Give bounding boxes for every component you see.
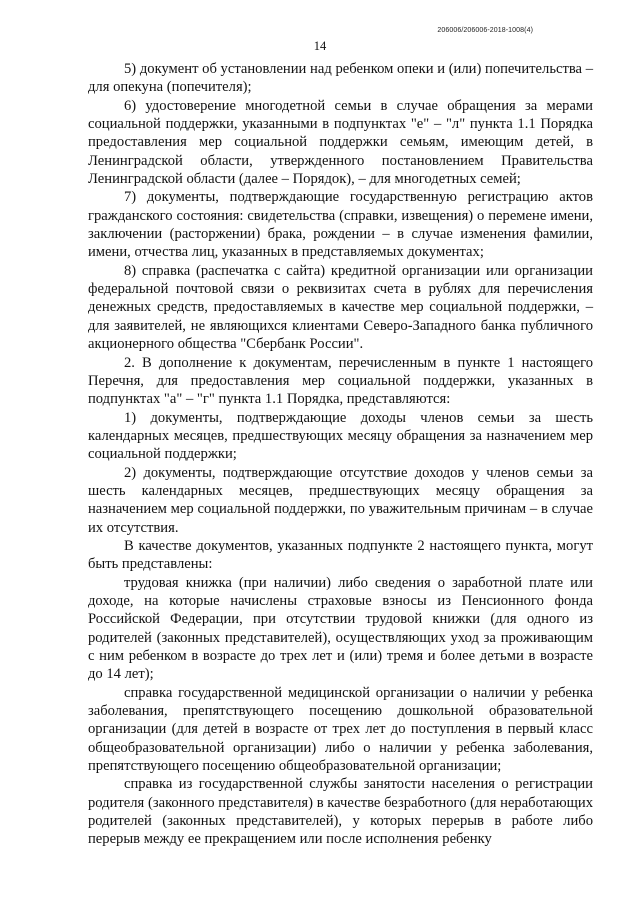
page-number: 14 bbox=[313, 39, 327, 53]
document-id: 206006/206006-2018-1008(4) bbox=[437, 27, 533, 34]
paragraph-item-8: 8) справка (распечатка с сайта) кредитной организации или организации федеральной почтовой связи о реквизитах счета в рублях для перечисления денежных средств, предоставляемых в качестве мер социальной поддержки, – для заявителей, не являющихся клиентами Северо-Западного банка публичного акционерного общества "Сбербанк России". bbox=[88, 262, 593, 353]
paragraph-employment-service: справка из государственной службы занятости населения о регистрации родителя (законного представителя) в качестве безработного (для неработающих родителей (законных представителей), у которых перерыв в работе либо перерыв между ее прекращением или после исполнения ребенку bbox=[88, 776, 593, 848]
paragraph-section-2: 2. В дополнение к документам, перечисленным в пункте 1 настоящего Перечня, для предоставления мер социальной поддержки, указанных в подпунктах "а" – "г" пункта 1.1 Порядка, представляются: bbox=[88, 354, 593, 408]
document-body bbox=[88, 60, 593, 849]
paragraph-medical-certificate: справка государственной медицинской организации о наличии у ребенка заболевания, препятствующего посещению дошкольной образовательной организации (для детей в возрасте от трех лет до поступления в первый класс общеобразовательной организации) либо о наличии у ребенка заболевания, препятствующего посещению общеобразовательной организации; bbox=[88, 684, 593, 775]
paragraph-item-6: 6) удостоверение многодетной семьи в случае обращения за мерами социальной поддержки, указанными в подпунктах "е" – "л" пункта 1.1 Порядка предоставления мер социальной поддержки семьям, имеющим детей, в Ленинградской области, утвержденного постановлением Правительства Ленинградской области (далее – Порядок), – для многодетных семей; bbox=[88, 97, 593, 188]
paragraph-documents-intro: В качестве документов, указанных подпункте 2 настоящего пункта, могут быть представлены: bbox=[88, 537, 593, 573]
paragraph-employment-record: трудовая книжка (при наличии) либо сведения о заработной плате или доходе, на которые начислены страховые взносы из Пенсионного фонда Российской Федерации, при отсутствии трудовой книжки (для одного из родителей (законных представителей), осуществляющих уход за проживающим с ним ребенком в возрасте до трех лет и (или) тремя и более детьми в возрасте до 14 лет); bbox=[88, 574, 593, 683]
paragraph-item-7: 7) документы, подтверждающие государственную регистрацию актов гражданского состояния: свидетельства (справки, извещения) о перемене имени, заключении (расторжении) брака, рождении – в случае изменения фамилии, имени, отчества лиц, указанных в представляемых документах; bbox=[88, 189, 593, 261]
paragraph-subitem-1: 1) документы, подтверждающие доходы членов семьи за шесть календарных месяцев, предшествующих месяцу обращения за назначением мер социальной поддержки; bbox=[88, 409, 593, 463]
paragraph-subitem-2: 2) документы, подтверждающие отсутствие доходов у членов семьи за шесть календарных месяцев, предшествующих месяцу обращения за назначением мер социальной поддержки, по уважительным причинам – в случае их отсутствия. bbox=[88, 464, 593, 536]
paragraph-item-5: 5) документ об установлении над ребенком опеки и (или) попечительства – для опекуна (попечителя); bbox=[88, 61, 593, 96]
